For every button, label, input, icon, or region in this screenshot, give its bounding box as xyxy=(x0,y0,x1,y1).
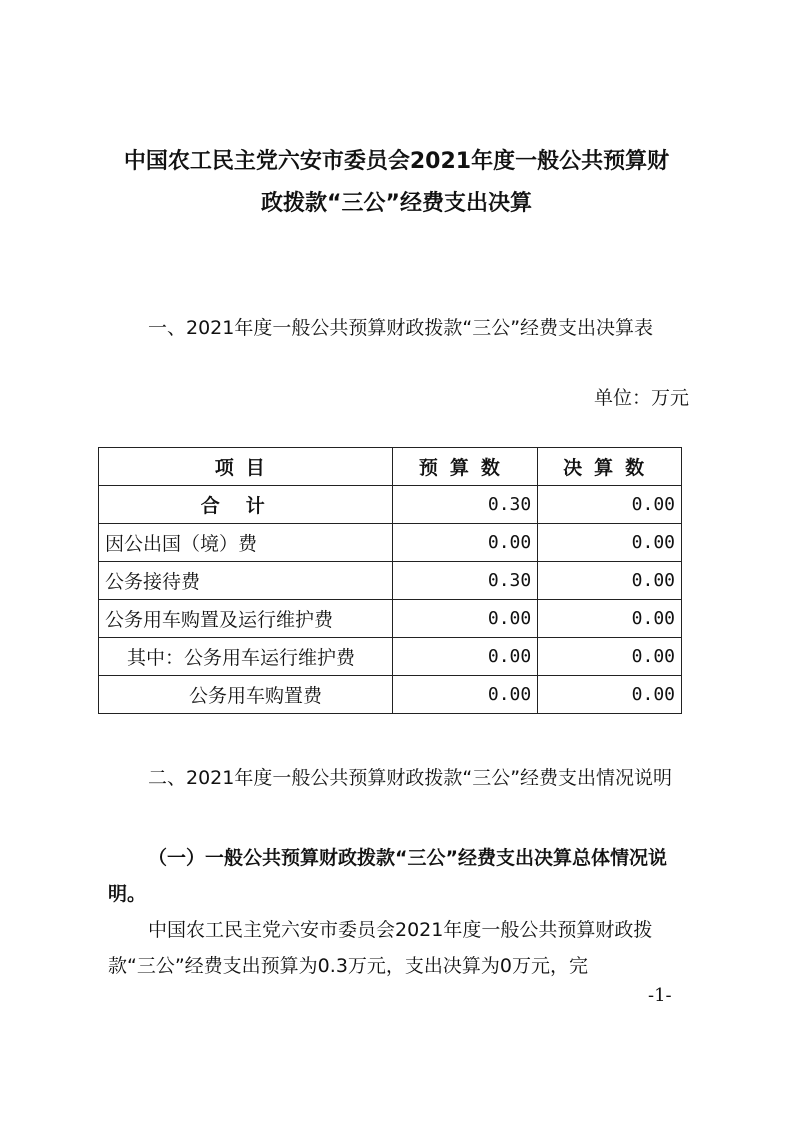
final-value: 0.00 xyxy=(538,638,682,676)
column-header-budget: 预算数 xyxy=(393,448,538,486)
final-value: 0.00 xyxy=(538,676,682,714)
table-row-total xyxy=(99,486,682,524)
section-2-body-text: 中国农工民主党六安市委员会2021年度一般公共预算财政拨款“三公”经费支出预算为0.3万元，支出决算为0万元，完 xyxy=(108,919,653,977)
table-row xyxy=(99,562,682,600)
column-header-final: 决算数 xyxy=(538,448,682,486)
budget-value: 0.30 xyxy=(393,562,538,600)
table-row xyxy=(99,638,682,676)
budget-value: 0.00 xyxy=(393,600,538,638)
table-row xyxy=(99,600,682,638)
row-label: 公务接待费 xyxy=(99,562,393,600)
section-2-heading: 二、2021年度一般公共预算财政拨款“三公”经费支出情况说明 xyxy=(148,767,673,789)
final-value: 0.00 xyxy=(538,600,682,638)
table-row xyxy=(99,676,682,714)
row-label: 合计 xyxy=(99,486,393,524)
column-header-item: 项目 xyxy=(99,448,393,486)
section-1-heading: 一、2021年度一般公共预算财政拨款“三公”经费支出决算表 xyxy=(148,317,654,339)
document-title-line-1: 中国农工民主党六安市委员会2021年度一般公共预算财 xyxy=(123,149,670,174)
row-label: 因公出国（境）费 xyxy=(99,524,393,562)
row-label: 公务用车购置及运行维护费 xyxy=(99,600,393,638)
final-value: 0.00 xyxy=(538,486,682,524)
final-value: 0.00 xyxy=(538,562,682,600)
table-header-row xyxy=(99,448,682,486)
unit-label: 单位：万元 xyxy=(593,387,689,409)
section-2-subheading: （一）一般公共预算财政拨款“三公”经费支出决算总体情况说明。 xyxy=(108,847,667,905)
page-number: -1- xyxy=(648,985,672,1006)
budget-value: 0.00 xyxy=(393,676,538,714)
budget-value: 0.00 xyxy=(393,638,538,676)
row-label: 其中：公务用车运行维护费 xyxy=(99,638,393,676)
three-public-expenses-table xyxy=(98,447,682,714)
budget-value: 0.30 xyxy=(393,486,538,524)
document-title-line-2: 政拨款“三公”经费支出决算 xyxy=(261,191,532,216)
final-value: 0.00 xyxy=(538,524,682,562)
table-row xyxy=(99,524,682,562)
row-label: 公务用车购置费 xyxy=(99,676,393,714)
budget-value: 0.00 xyxy=(393,524,538,562)
